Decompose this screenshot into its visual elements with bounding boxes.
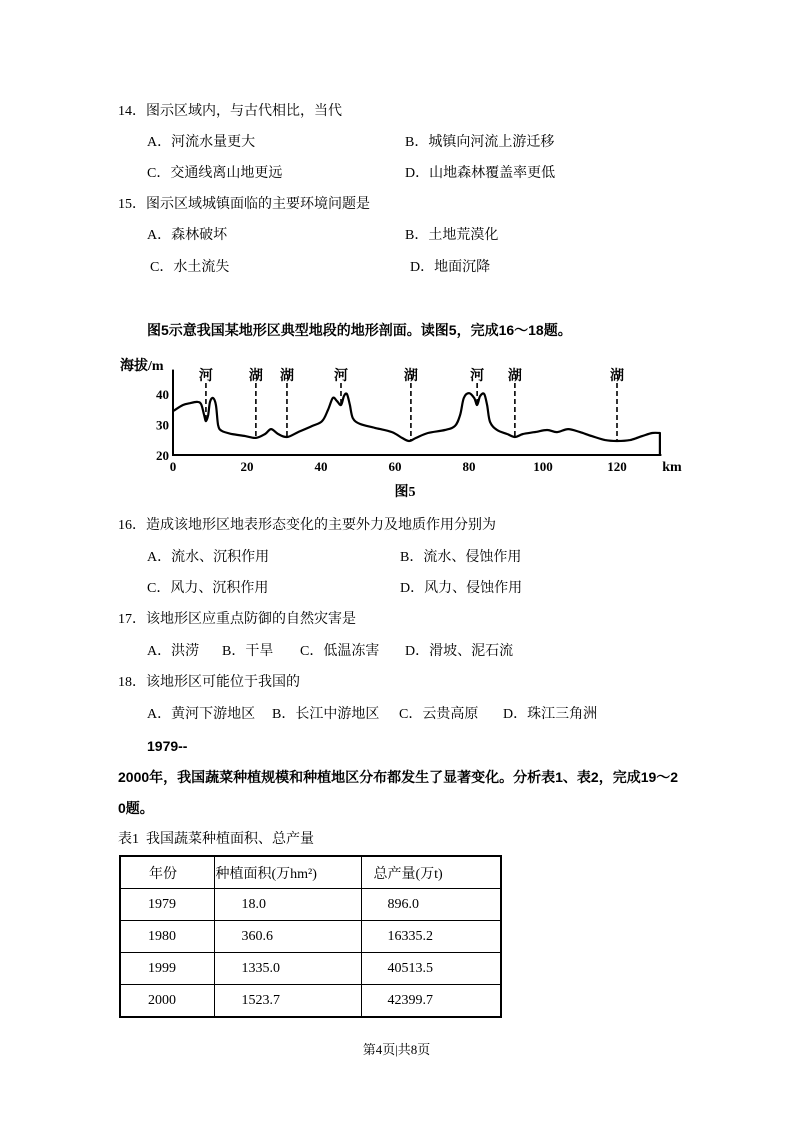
question-18-stem: 18．该地形区可能位于我国的 xyxy=(118,675,300,690)
x-tick-label: 100 xyxy=(533,459,553,474)
marker-label: 湖 xyxy=(610,369,624,384)
question-14-option-a: A．河流水量更大 xyxy=(147,135,256,150)
table-row xyxy=(120,953,501,985)
table-cell: 1980 xyxy=(120,921,214,953)
question-17-option-d: D．滑坡、泥石流 xyxy=(405,644,514,659)
question-16-stem: 16．造成该地形区地表形态变化的主要外力及地质作用分别为 xyxy=(118,518,496,533)
marker-label: 湖 xyxy=(279,369,294,384)
table-cell: 896.0 xyxy=(361,889,501,921)
question-17-option-c: C．低温冻害 xyxy=(300,644,380,659)
marker-label: 湖 xyxy=(403,369,418,384)
x-tick-label: 60 xyxy=(388,459,402,474)
table-intro-line-2: 2000年，我国蔬菜种植规模和种植地区分布都发生了显著变化。分析表1、表2，完成19～2 xyxy=(118,769,679,785)
table-caption: 表1 我国蔬菜种植面积、总产量 xyxy=(118,832,314,847)
x-tick-label: 80 xyxy=(462,459,476,474)
question-14-stem: 14．图示区域内，与古代相比，当代 xyxy=(118,104,342,119)
question-15-option-a: A．森林破坏 xyxy=(147,228,228,243)
question-16-option-d: D．风力、侵蚀作用 xyxy=(400,581,523,596)
table-cell: 360.6 xyxy=(214,921,361,953)
question-14-option-c: C．交通线离山地更远 xyxy=(147,166,283,181)
question-14-option-d: D．山地森林覆盖率更低 xyxy=(405,166,556,181)
figure-caption: 图5 xyxy=(394,485,416,500)
table-body xyxy=(120,856,501,1017)
table-cell: 1523.7 xyxy=(214,985,361,1018)
marker-label: 湖 xyxy=(248,369,263,384)
question-17-option-a: A．洪涝 xyxy=(147,644,200,659)
figure-intro: 图5示意我国某地形区典型地段的地形剖面。读图5，完成16～18题。 xyxy=(147,322,572,338)
table-cell: 18.0 xyxy=(214,889,361,921)
table-header-cell: 种植面积(万hm²) xyxy=(214,856,361,889)
question-15-option-d: D．地面沉降 xyxy=(410,260,491,275)
table-row xyxy=(120,985,501,1018)
question-15-option-c: C．水土流失 xyxy=(150,260,230,275)
question-15-stem: 15．图示区域城镇面临的主要环境问题是 xyxy=(118,197,370,212)
x-tick-label: 120 xyxy=(607,459,627,474)
table-header-row xyxy=(120,856,501,889)
y-tick-label: 40 xyxy=(156,387,169,402)
question-18-option-c: C．云贵高原 xyxy=(399,707,479,722)
question-16-option-c: C．风力、沉积作用 xyxy=(147,581,269,596)
terrain-profile-line xyxy=(173,393,660,455)
table-row xyxy=(120,921,501,953)
marker-label: 河 xyxy=(198,369,213,384)
y-axis-title: 海拔/m xyxy=(120,359,164,374)
vegetable-table xyxy=(119,855,502,1018)
terrain-profile-chart xyxy=(110,352,690,477)
question-18-option-a: A．黄河下游地区 xyxy=(147,707,256,722)
table-cell: 1999 xyxy=(120,953,214,985)
marker-label: 河 xyxy=(470,369,485,384)
table-header-cell: 总产量(万t) xyxy=(361,856,501,889)
y-tick-label: 30 xyxy=(156,417,169,433)
question-18-option-b: B．长江中游地区 xyxy=(272,707,380,722)
question-16-option-a: A．流水、沉积作用 xyxy=(147,550,270,565)
table-cell: 2000 xyxy=(120,985,214,1018)
x-tick-label: 40 xyxy=(314,459,328,474)
x-tick-label: 20 xyxy=(240,459,254,474)
question-15-option-b: B．土地荒漠化 xyxy=(405,228,499,243)
table-cell: 1335.0 xyxy=(214,953,361,985)
y-tick-label: 20 xyxy=(156,448,169,463)
table-row xyxy=(120,889,501,921)
question-17-stem: 17．该地形区应重点防御的自然灾害是 xyxy=(118,612,356,627)
table-intro-line-1: 1979-- xyxy=(147,738,188,754)
question-14-option-b: B．城镇向河流上游迁移 xyxy=(405,135,555,150)
table-intro-line-3: 0题。 xyxy=(118,800,154,816)
table-cell: 1979 xyxy=(120,889,214,921)
table-header-cell: 年份 xyxy=(120,856,214,889)
question-16-option-b: B．流水、侵蚀作用 xyxy=(400,550,522,565)
table-cell: 42399.7 xyxy=(361,985,501,1018)
marker-label: 湖 xyxy=(507,369,522,384)
x-tick-label: 0 xyxy=(169,459,177,474)
question-17-option-b: B．干旱 xyxy=(222,644,274,659)
table-cell: 16335.2 xyxy=(361,921,501,953)
question-18-option-d: D．珠江三角洲 xyxy=(503,707,598,722)
x-axis-unit: km xyxy=(662,460,682,475)
table-cell: 40513.5 xyxy=(361,953,501,985)
marker-label: 河 xyxy=(333,369,348,384)
page-number: 第4页|共8页 xyxy=(362,1042,431,1057)
